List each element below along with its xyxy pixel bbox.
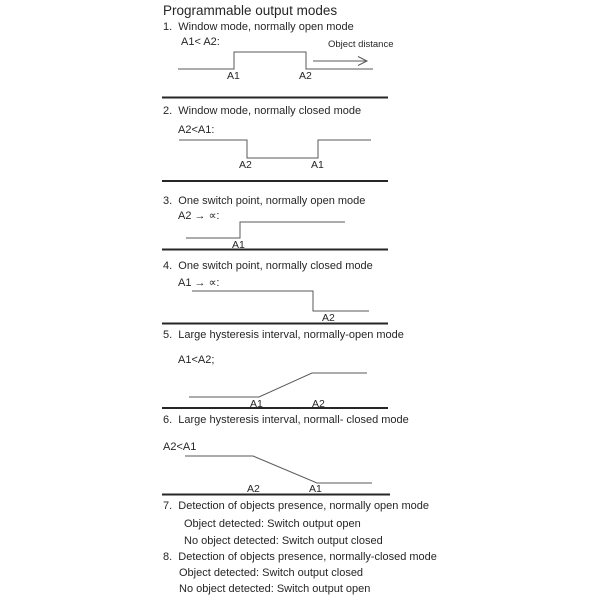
section-6-heading: 6. Large hysteresis interval, normall- closed mode bbox=[163, 414, 409, 426]
section-1-condition: A1< A2: bbox=[181, 36, 220, 48]
section-4-heading: 4. One switch point, normally closed mode bbox=[163, 260, 373, 272]
section-6-point-a1: A1 bbox=[309, 483, 322, 495]
page-title: Programmable output modes bbox=[163, 3, 338, 18]
waveform-switchpoint-open bbox=[186, 222, 345, 238]
section-3-point-a1: A1 bbox=[232, 239, 245, 251]
waveform-hysteresis-closed bbox=[185, 456, 372, 483]
section-3-heading: 3. One switch point, normally open mode bbox=[163, 195, 366, 207]
section-8-heading: 8. Detection of objects presence, normally-closed mode bbox=[163, 551, 437, 563]
section-2-condition: A2<A1: bbox=[178, 124, 215, 136]
section-5-heading: 5. Large hysteresis interval, normally-open mode bbox=[163, 329, 404, 341]
section-4-condition: A1 → ∝: bbox=[178, 277, 220, 289]
waveform-switchpoint-closed bbox=[192, 291, 369, 311]
section-7-heading: 7. Detection of objects presence, normally open mode bbox=[163, 500, 429, 512]
section-5-point-a2: A2 bbox=[312, 398, 325, 410]
section-1-heading: 1. Window mode, normally open mode bbox=[163, 21, 354, 33]
section-2-point-a1: A1 bbox=[311, 159, 324, 171]
section-6-condition: A2<A1 bbox=[163, 441, 197, 453]
section-2-point-a2: A2 bbox=[239, 159, 252, 171]
section-3-condition: A2 → ∝: bbox=[178, 210, 220, 222]
section-7-line-1: Object detected: Switch output open bbox=[184, 518, 361, 530]
section-5-point-a1: A1 bbox=[250, 398, 263, 410]
section-6-point-a2: A2 bbox=[247, 483, 260, 495]
section-4-point-a2: A2 bbox=[322, 312, 335, 324]
section-8-line-1: Object detected: Switch output closed bbox=[179, 567, 364, 579]
object-distance-arrow-icon bbox=[313, 57, 367, 66]
section-2-heading: 2. Window mode, normally closed mode bbox=[163, 105, 362, 117]
section-8-line-2: No object detected: Switch output open bbox=[179, 583, 371, 595]
section-1-point-a2: A2 bbox=[299, 70, 312, 82]
waveform-hysteresis-open bbox=[189, 373, 367, 397]
object-distance-label: Object distance bbox=[328, 39, 394, 50]
waveform-window-closed bbox=[179, 140, 371, 158]
section-1-point-a1: A1 bbox=[227, 70, 240, 82]
section-7-line-2: No object detected: Switch output closed bbox=[184, 535, 383, 547]
section-5-condition: A1<A2; bbox=[178, 354, 215, 366]
